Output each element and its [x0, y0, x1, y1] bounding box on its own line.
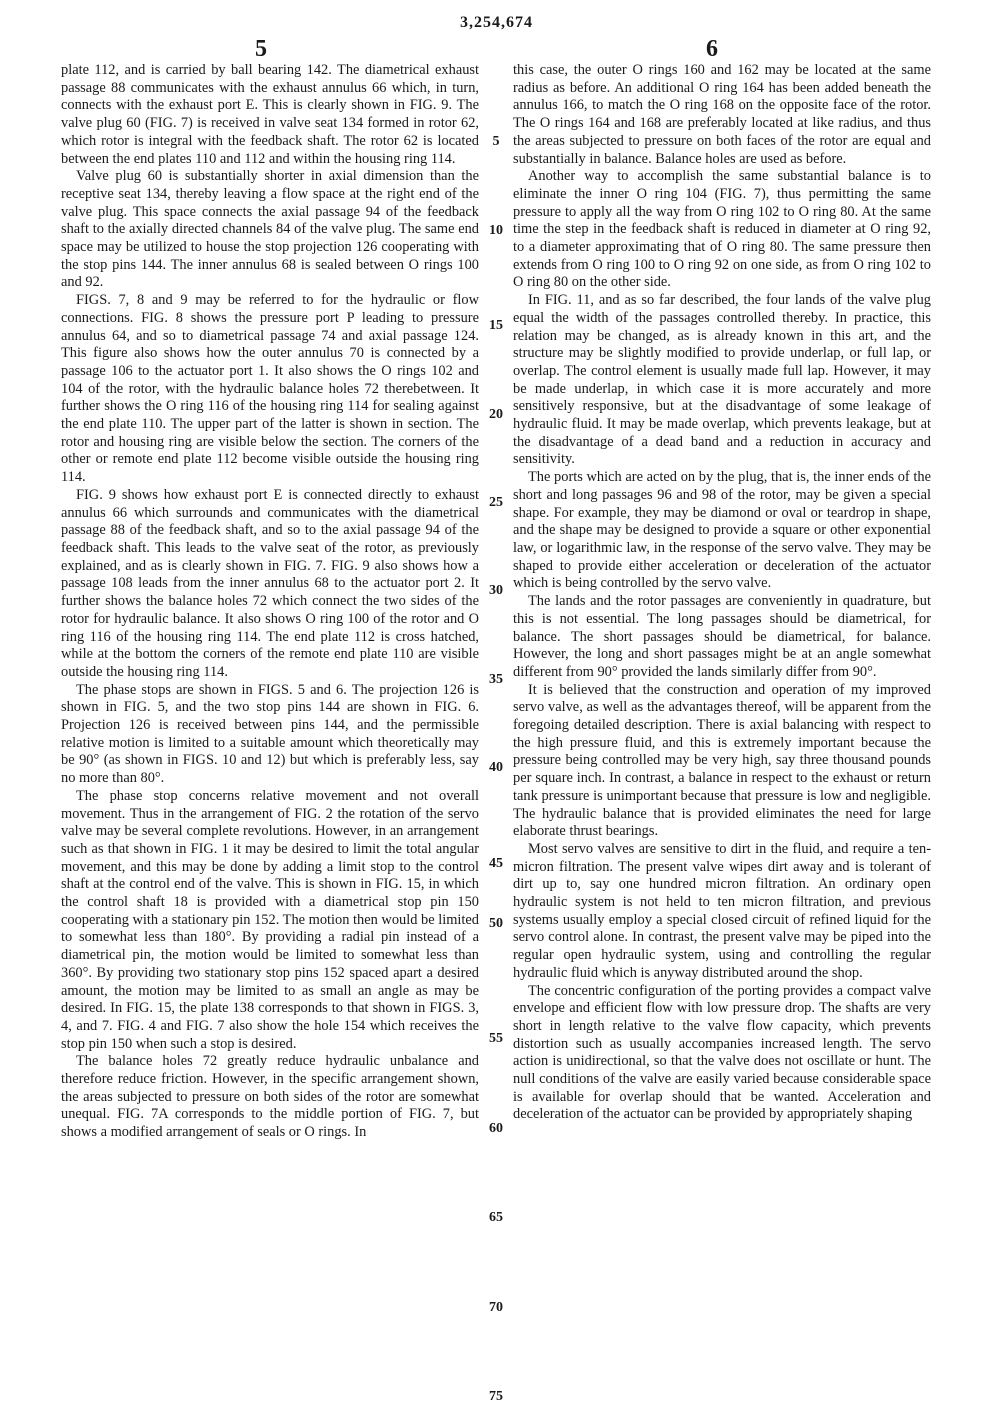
paragraph: The balance holes 72 greatly reduce hydraulic unbalance and therefore reduce friction. However, in the specific arrangement shown, the areas subjected to pressure on both sides of the rotor are somewhat unequal. FIG. 7A corresponds to the middle portion of FIG. 7, but shows a modified arrangement of seals or O rings. In [61, 1053, 479, 1141]
paragraph: FIGS. 7, 8 and 9 may be referred to for the hydraulic or flow connections. FIG. 8 shows the pressure port P leading to pressure annulus 64, and so to diametrical passage 74 and axial passage 124. This figure also shows how the outer annulus 70 is connected by a passage 106 to the actuator port 1. It also shows the O rings 102 and 104 of the rotor, with the hydraulic balance holes 72 therebetween. It further shows the O ring 116 of the housing ring 114 for sealing against the end plate 110. The upper part of the latter is shown in section. The rotor and housing ring are visible below the section. The corners of the other or remote end plate 112 become visible outside the housing ring 114. [61, 292, 479, 486]
line-number: 70 [489, 1300, 503, 1315]
right-text-column [513, 62, 931, 1124]
paragraph: The phase stops are shown in FIGS. 5 and 6. The projection 126 is shown in FIG. 5, and the two stop pins 144 are shown in FIG. 6. Projection 126 is received between pins 144, and the permissible relative motion is limited to a suitable amount which theoretically may be 90° (as shown in FIGS. 10 and 12) but which is preferably less, say no more than 80°. [61, 681, 479, 787]
paragraph: It is believed that the construction and operation of my improved servo valve, as well as the advantages thereof, will be apparent from the foregoing detailed description. There is axial balancing with respect to the high pressure fluid, and this is extremely important because the pressure being controlled may be very high, say three thousand pounds per square inch. In contrast, a balance in respect to the exhaust or return tank pressure is unimportant because that pressure is low and negligible. The hydraulic balance that is provided eliminates the need for large elaborate thrust bearings. [513, 681, 931, 840]
line-number: 10 [489, 223, 503, 238]
line-number: 25 [489, 495, 503, 510]
left-text-column [61, 62, 479, 1142]
line-number: 15 [489, 318, 503, 333]
line-number: 5 [492, 134, 500, 149]
paragraph: The phase stop concerns relative movement and not overall movement. Thus in the arrangement of FIG. 2 the rotation of the servo valve may be several complete revolutions. However, in an arrangement such as that shown in FIG. 1 it may be desired to limit the total angular movement, and this may be done by adding a limit stop to the control shaft at the control end of the valve. This is shown in FIG. 15, in which the control shaft 18 is provided with a diametrical stop pin 150 cooperating with a stationary pin 152. The motion then would be limited to somewhat less than 180°. By providing a radial pin instead of a diametrical pin, the motion would be limited to somewhat less than 360°. By providing two stationary stop pins 152 spaced apart a desired amount, the motion may be limited to as small an angle as may be desired. In FIG. 15, the plate 138 corresponds to that shown in FIGS. 3, 4, and 7. FIG. 4 and FIG. 7 also show the hole 154 which receives the stop pin 150 when such a stop is desired. [61, 787, 479, 1052]
patent-number: 3,254,674 [460, 14, 533, 31]
paragraph: FIG. 9 shows how exhaust port E is connected directly to exhaust annulus 66 which surrounds and communicates with the diametrical passage 88 of the feedback shaft, and so to the axial passage 94 of the feedback shaft. This leads to the valve seat of the rotor, as previously explained, and as is clearly shown in FIG. 7. FIG. 9 also shows how a passage 108 leads from the inner annulus 68 to the actuator port 2. It further shows the balance holes 72 which connect the two sides of the rotor for hydraulic balance. It also shows O ring 100 of the rotor and O ring 116 of the housing ring 114. The end plate 112 is cross hatched, while at the bottom the corners of the remote end plate 110 are visible outside the housing ring 114. [61, 486, 479, 680]
line-number: 35 [489, 672, 503, 687]
paragraph: The lands and the rotor passages are conveniently in quadrature, but this is not essential. The long passages should be diametrical, for balance. The short passages should be diametrical, for balance. However, the long and short passages might be at an angle somewhat different from 90° provided the lands similarly differ from 90°. [513, 593, 931, 680]
line-number: 30 [489, 583, 503, 598]
line-number: 60 [489, 1121, 503, 1136]
line-number: 75 [489, 1389, 503, 1404]
line-number: 45 [489, 856, 503, 871]
paragraph: Valve plug 60 is substantially shorter in axial dimension than the receptive seat 134, thereby leaving a flow space at the right end of the valve plug. This space connects the axial passage 94 of the feedback shaft to the axially directed channels 84 of the valve plug. The same end space may be utilized to house the stop projection 126 cooperating with the stop pins 144. The inner annulus 68 is sealed between O rings 100 and 92. [61, 168, 479, 291]
paragraph: this case, the outer O rings 160 and 162 may be located at the same radius as before. An additional O ring 164 has been added beneath the annulus 166, to match the O ring 168 on the opposite face of the rotor. The O rings 164 and 168 are preferably located at like radius, and thus the areas subjected to pressure on both faces of the rotor are equal and substantially in balance. Balance holes are used as before. [513, 62, 931, 167]
paragraph: The concentric configuration of the porting provides a compact valve envelope and efficient flow with low pressure drop. The shafts are very short in length relative to the valve flow capacity, which prevents distortion such as usually accompanies increased length. The servo action is unidirectional, so that the valve does not oscillate or hunt. The null conditions of the valve are easily varied because considerable space is available for overlap should that be wanted. Acceleration and deceleration of the actuator can be provided by appropriately shaping [513, 982, 931, 1123]
line-number: 50 [489, 916, 503, 931]
right-column-number: 6 [706, 36, 718, 62]
line-number: 65 [489, 1210, 503, 1225]
paragraph: In FIG. 11, and as so far described, the four lands of the valve plug equal the width of the passages controlled thereby. In practice, this relation may be changed, as is already known in this art, and the structure may be slightly modified to provide underlap, or full lap, or overlap. The control element is usually made full lap. However, it may be made underlap, in which case it is more accurately and more sensitively responsive, but at the disadvantage of some leakage of hydraulic fluid. It may be made overlap, which prevents leakage, but at the disadvantage of a dead band and a reduction in accuracy and sensitivity. [513, 292, 931, 468]
line-number: 40 [489, 760, 503, 775]
paragraph: The ports which are acted on by the plug, that is, the inner ends of the short and long passages 96 and 98 of the rotor, may be given a special shape. For example, they may be diamond or oval or teardrop in shape, and the shape may be designed to provide a square or other exponential law, or logarithmic law, in the response of the servo valve. They may be shaped to provide either acceleration or deceleration of the actuator which is being controlled by the servo valve. [513, 469, 931, 592]
paragraph: Another way to accomplish the same substantial balance is to eliminate the inner O ring 104 (FIG. 7), thus permitting the same pressure to apply all the way from O ring 102 to O ring 80. At the same time the step in the feedback shaft is reduced in diameter at O ring 92, to a diameter approximating that of O ring 80. The same pressure then extends from O ring 100 to O ring 92 on one side, as from O ring 102 to O ring 80 on the other side. [513, 168, 931, 291]
line-number: 20 [489, 407, 503, 422]
paragraph: Most servo valves are sensitive to dirt in the fluid, and require a ten-micron filtration. The present valve wipes dirt away and is tolerant of dirt up to, say one hundred micron filtration. An ordinary open hydraulic system is not held to ten micron filtration, and previous systems usually employ a special closed circuit of refined liquid for the servo control alone. In contrast, the present valve may be piped into the regular open hydraulic system, using and controlling the regular hydraulic fluid which is anyway distributed around the shop. [513, 840, 931, 981]
paragraph: plate 112, and is carried by ball bearing 142. The diametrical exhaust passage 88 communicates with the exhaust annulus 66 which, in turn, connects with the exhaust port E. This is clearly shown in FIG. 9. The valve plug 60 (FIG. 7) is received in valve seat 134 formed in rotor 62, which rotor is integral with the feedback shaft. The rotor 62 is located between the end plates 110 and 112 and within the housing ring 114. [61, 62, 479, 167]
line-number: 55 [489, 1031, 503, 1046]
left-column-number: 5 [255, 36, 267, 62]
